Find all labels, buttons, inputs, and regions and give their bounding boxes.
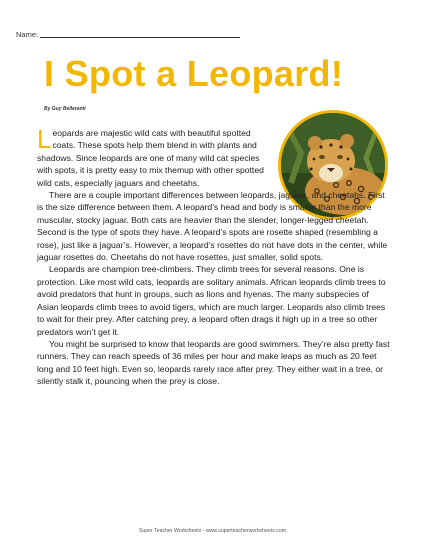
page-footer: Super Teacher Worksheets - www.superteacherworksheets.com	[138, 528, 287, 534]
paragraph-4: You might be surprised to know that leopards are good swimmers. They’re also pretty fast runners. They can reach speeds of 36 miles per hour and make leaps as much as 20 feet long and 10 feet high. Even so, leopards rarely race after prey. They either wait in a tree, or silently stalk it, pouncing when the prey is close.	[37, 338, 390, 387]
paragraph-1	[37, 124, 273, 189]
paragraph-3: Leopards are champion tree-climbers. They climb trees for several reasons. One is protection. Like most wild cats, leopards are solitary animals. African leopards climb trees to avoid predators that hunt in groups, such as lions and hyenas. The many subspecies of Asian leopards climb trees to avoid tigers, which are much larger. Leopards also climb trees to wait for their prey. After catching prey, a leopard often drags it high up in a tree so other predators won’t get it.	[37, 264, 386, 337]
page-title: I Spot a Leopard!	[44, 53, 344, 94]
byline: By Guy Belleranti	[44, 106, 86, 112]
paragraph-2: There are a couple important differences between leopards, jaguars, and cheetahs. First is the size difference between them. A leopard’s head and body is smaller than the more muscular, stocky jaguar. Both cats are heavier than the slender, longer-legged cheetah. Second is the type of spots they have. A leopard’s spots are rosette shaped (resembling a rose), just like a jaguar’s. However, a leopard’s rosettes do not have dots in the center, while jaguar rosettes do. Cheetahs do not have rosettes, just smaller, solid spots.	[37, 190, 388, 263]
paragraph-1-text: eopards are majestic wild cats with beautiful spotted coats. These spots help them blend in with plants and shadows. Since leopards are one of many wild cat species with spots, it is pretty easy to mix themup with other spotted wild cats, especially jaguars and cheetahs.	[37, 128, 264, 188]
name-label: Name:	[16, 30, 39, 39]
article-body	[37, 124, 392, 388]
name-line	[16, 30, 240, 39]
name-underline	[40, 37, 240, 38]
drop-cap: L	[37, 124, 52, 154]
